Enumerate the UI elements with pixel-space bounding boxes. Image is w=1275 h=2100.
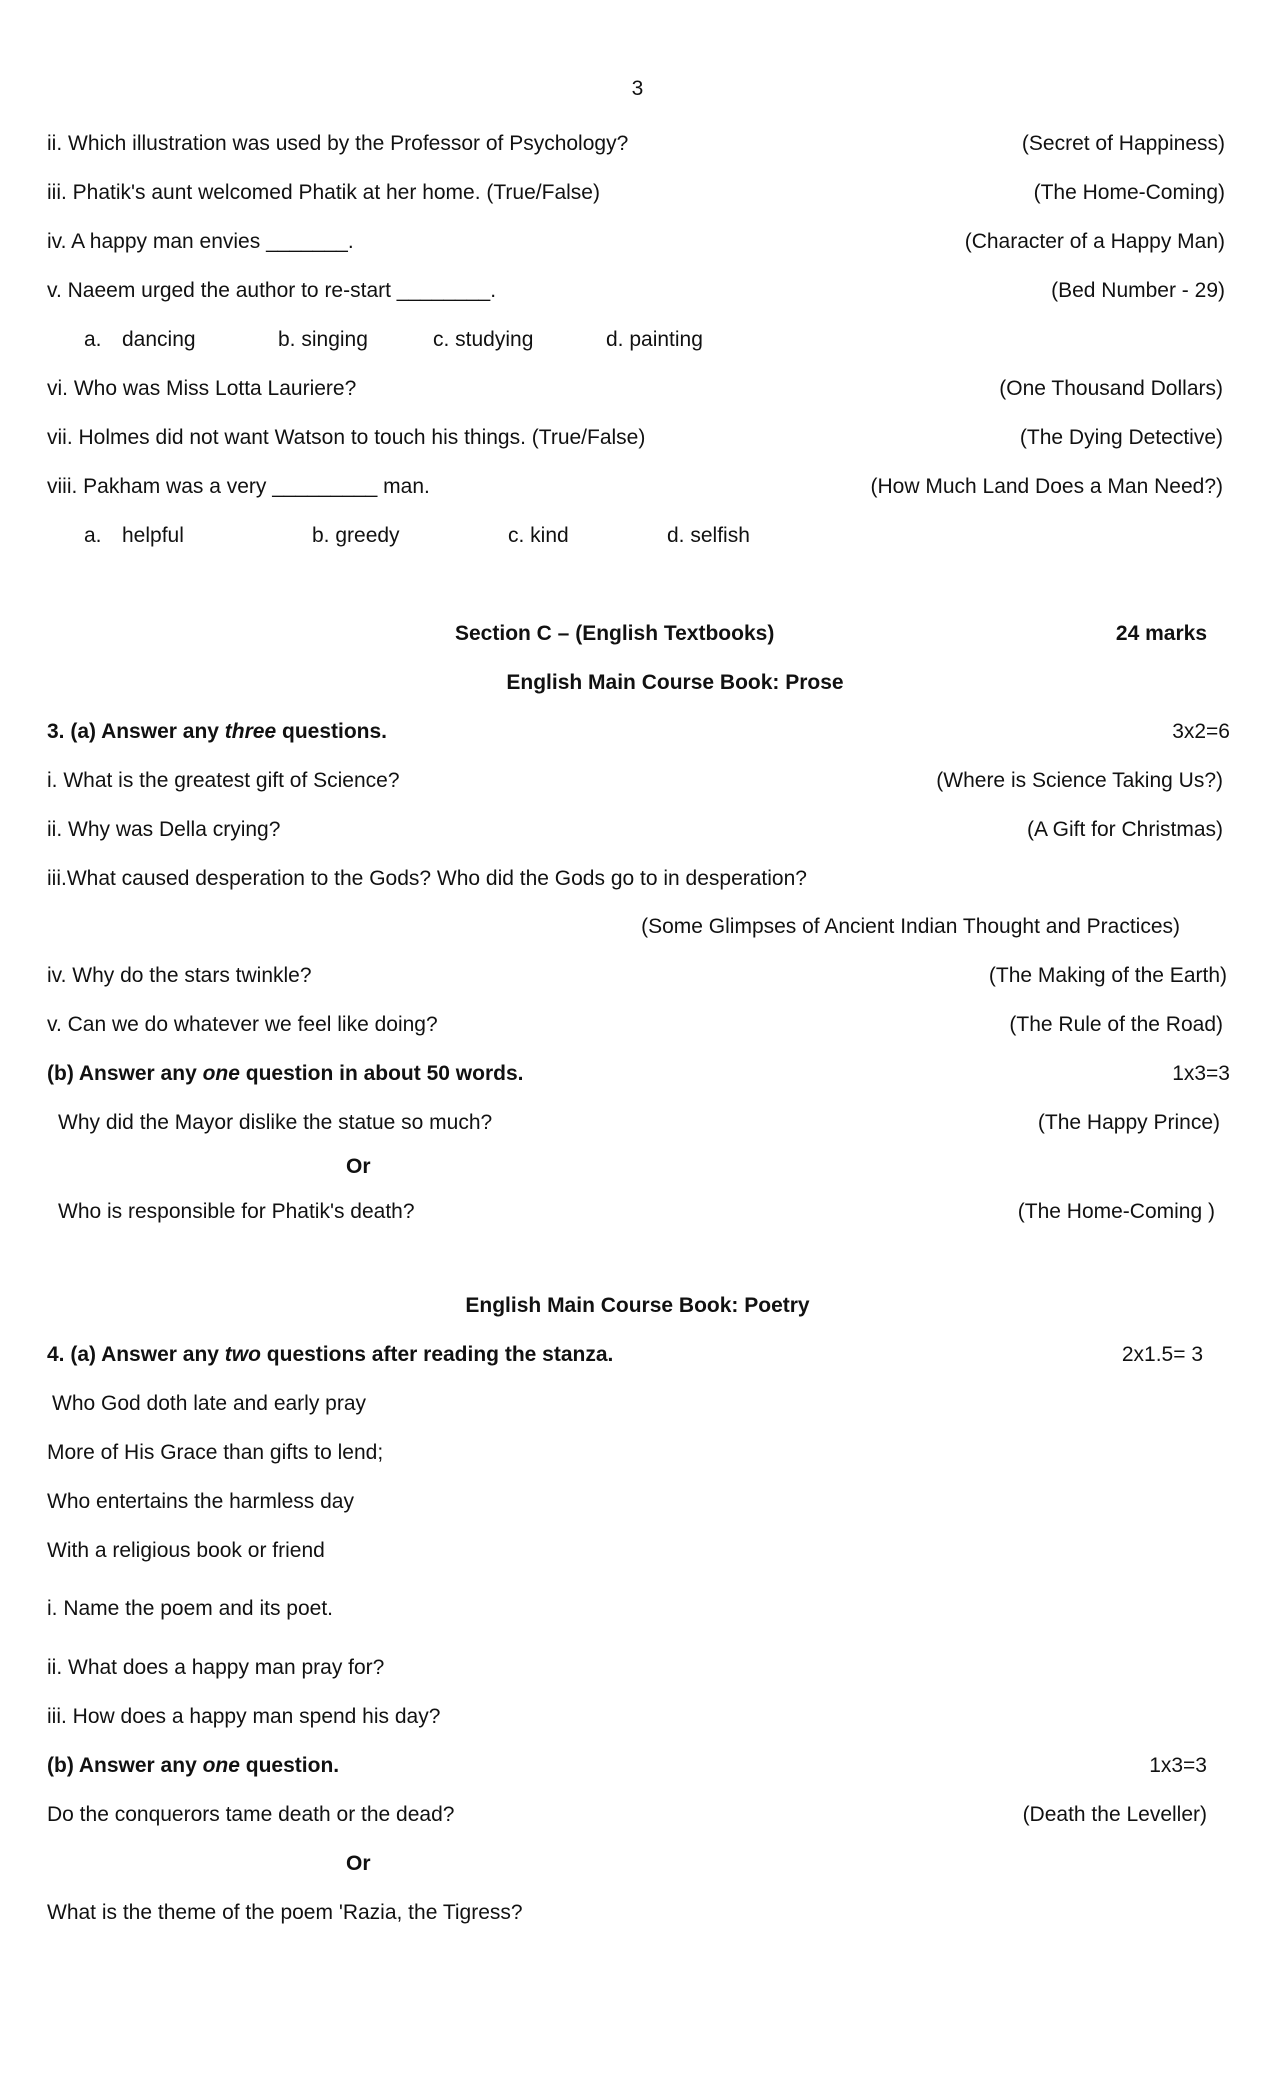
question-source: (Bed Number - 29): [1051, 279, 1225, 302]
option-label: a.: [84, 524, 102, 547]
stanza-line: With a religious book or friend: [47, 1539, 325, 1562]
question-marks: 1x3=3: [1149, 1754, 1207, 1777]
question-source: (The Making of the Earth): [988, 964, 1227, 987]
question-text: iii. How does a happy man spend his day?: [47, 1705, 441, 1728]
question-instruction: 3. (a) Answer any three questions.: [47, 720, 388, 743]
stanza-line: More of His Grace than gifts to lend;: [47, 1441, 384, 1464]
option-d: d. painting: [606, 328, 703, 351]
emphasis: one: [202, 1754, 240, 1777]
prose-heading: English Main Course Book: Prose: [506, 671, 844, 694]
poetry-heading: English Main Course Book: Poetry: [465, 1294, 810, 1317]
question-source: (Secret of Happiness): [1021, 132, 1225, 155]
question-text: iii.What caused desperation to the Gods? Who did the Gods go to in desperation?: [47, 867, 807, 890]
question-text: Why did the Mayor dislike the statue so much?: [58, 1111, 493, 1134]
question-marks: 3x2=6: [1172, 720, 1230, 743]
emphasis: two: [224, 1343, 261, 1366]
question-text: iv. Why do the stars twinkle?: [47, 964, 312, 987]
question-source: (Where is Science Taking Us?): [936, 769, 1223, 792]
page-number: 3: [631, 77, 644, 100]
question-text: v. Can we do whatever we feel like doing?: [47, 1013, 438, 1036]
question-source: (Death the Leveller): [1022, 1803, 1207, 1826]
option-a: dancing: [122, 328, 196, 351]
question-text: iv. A happy man envies _______.: [47, 230, 354, 253]
question-text: viii. Pakham was a very _________ man.: [47, 475, 430, 498]
question-text: vii. Holmes did not want Watson to touch his things. (True/False): [47, 426, 646, 449]
question-source: (Character of a Happy Man): [964, 230, 1225, 253]
or-label: Or: [346, 1155, 371, 1178]
question-text: ii. Why was Della crying?: [47, 818, 281, 841]
option-label: a.: [84, 328, 102, 351]
question-text: iii. Phatik's aunt welcomed Phatik at her home. (True/False): [47, 181, 600, 204]
option-c: c. kind: [508, 524, 569, 547]
emphasis: one: [202, 1062, 240, 1085]
question-marks: 2x1.5= 3: [1121, 1343, 1203, 1366]
question-text: ii. Which illustration was used by the Professor of Psychology?: [47, 132, 629, 155]
question-text: What is the theme of the poem 'Razia, the Tigress?: [47, 1901, 523, 1924]
section-marks: 24 marks: [1115, 622, 1207, 645]
question-source: (The Happy Prince): [1037, 1111, 1220, 1134]
or-label: Or: [346, 1852, 371, 1875]
question-source: (The Dying Detective): [1019, 426, 1223, 449]
question-instruction: (b) Answer any one question.: [47, 1754, 340, 1777]
question-source: (One Thousand Dollars): [999, 377, 1223, 400]
option-a: helpful: [122, 524, 184, 547]
question-text: Who is responsible for Phatik's death?: [58, 1200, 415, 1223]
question-text: ii. What does a happy man pray for?: [47, 1656, 385, 1679]
option-b: b. singing: [278, 328, 368, 351]
question-text: v. Naeem urged the author to re-start ________.: [47, 279, 497, 302]
question-marks: 1x3=3: [1172, 1062, 1230, 1085]
question-source: (The Rule of the Road): [1009, 1013, 1223, 1036]
stanza-line: Who entertains the harmless day: [47, 1490, 354, 1513]
question-source: (The Home-Coming): [1033, 181, 1225, 204]
option-d: d. selfish: [667, 524, 750, 547]
question-source: (The Home-Coming ): [1017, 1200, 1215, 1223]
question-text: vi. Who was Miss Lotta Lauriere?: [47, 377, 357, 400]
question-text: i. Name the poem and its poet.: [47, 1597, 333, 1620]
emphasis: three: [224, 720, 277, 743]
question-source: (Some Glimpses of Ancient Indian Thought and Practices): [641, 915, 1180, 938]
question-source: (How Much Land Does a Man Need?): [870, 475, 1223, 498]
question-text: Do the conquerors tame death or the dead?: [47, 1803, 455, 1826]
option-b: b. greedy: [312, 524, 400, 547]
section-title: Section C – (English Textbooks): [455, 622, 775, 645]
question-text: i. What is the greatest gift of Science?: [47, 769, 400, 792]
question-source: (A Gift for Christmas): [1026, 818, 1223, 841]
stanza-line: Who God doth late and early pray: [52, 1392, 367, 1415]
question-instruction: (b) Answer any one question in about 50 words.: [47, 1062, 524, 1085]
option-c: c. studying: [433, 328, 534, 351]
question-instruction: 4. (a) Answer any two questions after reading the stanza.: [47, 1343, 614, 1366]
